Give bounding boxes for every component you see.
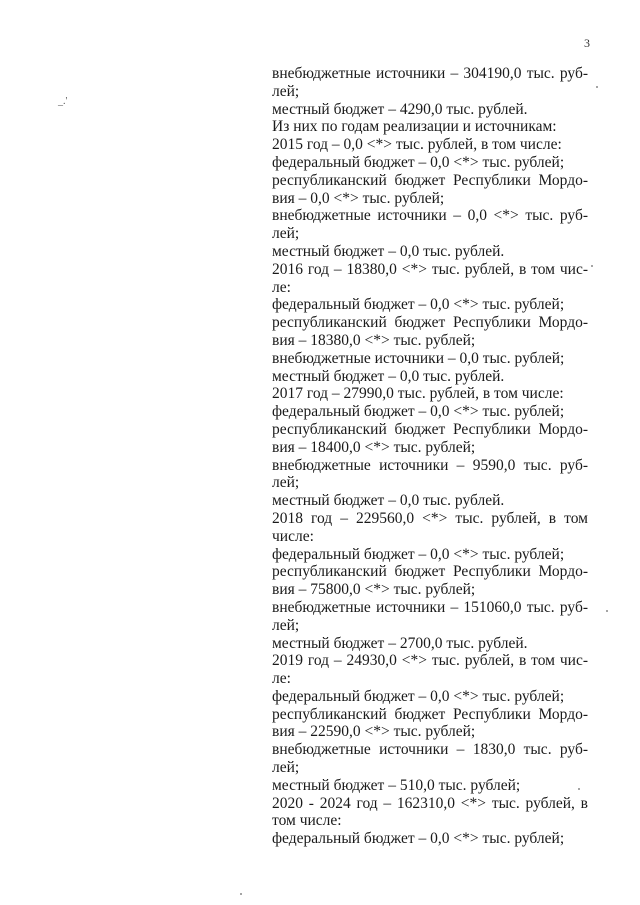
text-line: федеральный бюджет – 0,0 <*> тыс. рублей; — [272, 153, 565, 171]
text-line: вия – 18400,0 <*> тыс. рублей; — [272, 438, 476, 456]
text-line: 2020 - 2024 год – 162310,0 <*> тыс. рублей, в — [272, 794, 588, 812]
text-line: республиканский бюджет Республики Мордо- — [272, 420, 588, 438]
text-line: внебюджетные источники – 0,0 <*> тыс. руб- — [272, 207, 588, 225]
text-line: федеральный бюджет – 0,0 <*> тыс. рублей; — [272, 296, 565, 314]
text-line: лей; — [272, 82, 300, 100]
text-line: числе: — [272, 527, 314, 545]
text-line: местный бюджет – 4290,0 тыс. рублей. — [272, 100, 528, 118]
text-line: лей; — [272, 225, 300, 243]
scan-speck — [591, 265, 593, 267]
text-line: вия – 22590,0 <*> тыс. рублей; — [272, 723, 476, 741]
text-line: внебюджетные источники – 1830,0 тыс. руб- — [272, 741, 588, 759]
text-line: лей; — [272, 759, 300, 777]
text-line: местный бюджет – 0,0 тыс. рублей. — [272, 367, 505, 385]
text-line: федеральный бюджет – 0,0 <*> тыс. рублей; — [272, 545, 565, 563]
page-number: 3 — [584, 36, 590, 50]
text-line: том числе: — [272, 812, 342, 830]
margin-mark: _.' — [58, 96, 68, 107]
text-line: вия – 18380,0 <*> тыс. рублей; — [272, 331, 476, 349]
text-line: лей; — [272, 616, 300, 634]
text-line: республиканский бюджет Республики Мордо- — [272, 705, 588, 723]
text-line: вия – 75800,0 <*> тыс. рублей; — [272, 581, 476, 599]
text-line: внебюджетные источники – 151060,0 тыс. руб- — [272, 598, 588, 616]
text-line: вия – 0,0 <*> тыс. рублей; — [272, 189, 445, 207]
text-line: республиканский бюджет Республики Мордо- — [272, 563, 588, 581]
text-line: республиканский бюджет Республики Мордо- — [272, 314, 588, 332]
text-line: 2015 год – 0,0 <*> тыс. рублей, в том числе: — [272, 136, 562, 154]
text-line: 2017 год – 27990,0 тыс. рублей, в том числе: — [272, 385, 564, 403]
scan-speck — [240, 893, 242, 895]
text-line: 2018 год – 229560,0 <*> тыс. рублей, в том — [272, 509, 588, 527]
text-line: федеральный бюджет – 0,0 <*> тыс. рублей; — [272, 403, 565, 421]
text-line: местный бюджет – 510,0 тыс. рублей; — [272, 776, 521, 794]
text-line: Из них по годам реализации и источникам: — [272, 118, 557, 136]
text-line: местный бюджет – 0,0 тыс. рублей. — [272, 492, 505, 510]
text-line: местный бюджет – 0,0 тыс. рублей. — [272, 242, 505, 260]
scan-speck — [578, 788, 580, 790]
text-line: республиканский бюджет Республики Мордо- — [272, 171, 588, 189]
text-line: 2019 год – 24930,0 <*> тыс. рублей, в том чис- — [272, 652, 588, 670]
text-line: 2016 год – 18380,0 <*> тыс. рублей, в том чис- — [272, 260, 588, 278]
text-line: лей; — [272, 474, 300, 492]
text-line: внебюджетные источники – 9590,0 тыс. руб- — [272, 456, 588, 474]
scan-speck — [606, 610, 608, 612]
text-line: ле: — [272, 278, 291, 296]
text-line: ле: — [272, 670, 291, 688]
document-body — [272, 65, 588, 848]
text-line: федеральный бюджет – 0,0 <*> тыс. рублей; — [272, 830, 565, 848]
text-line: федеральный бюджет – 0,0 <*> тыс. рублей; — [272, 687, 565, 705]
text-line: внебюджетные источники – 304190,0 тыс. руб- — [272, 65, 588, 82]
text-line: местный бюджет – 2700,0 тыс. рублей. — [272, 634, 528, 652]
scan-speck — [596, 86, 598, 88]
text-line: внебюджетные источники – 0,0 тыс. рублей; — [272, 349, 565, 367]
